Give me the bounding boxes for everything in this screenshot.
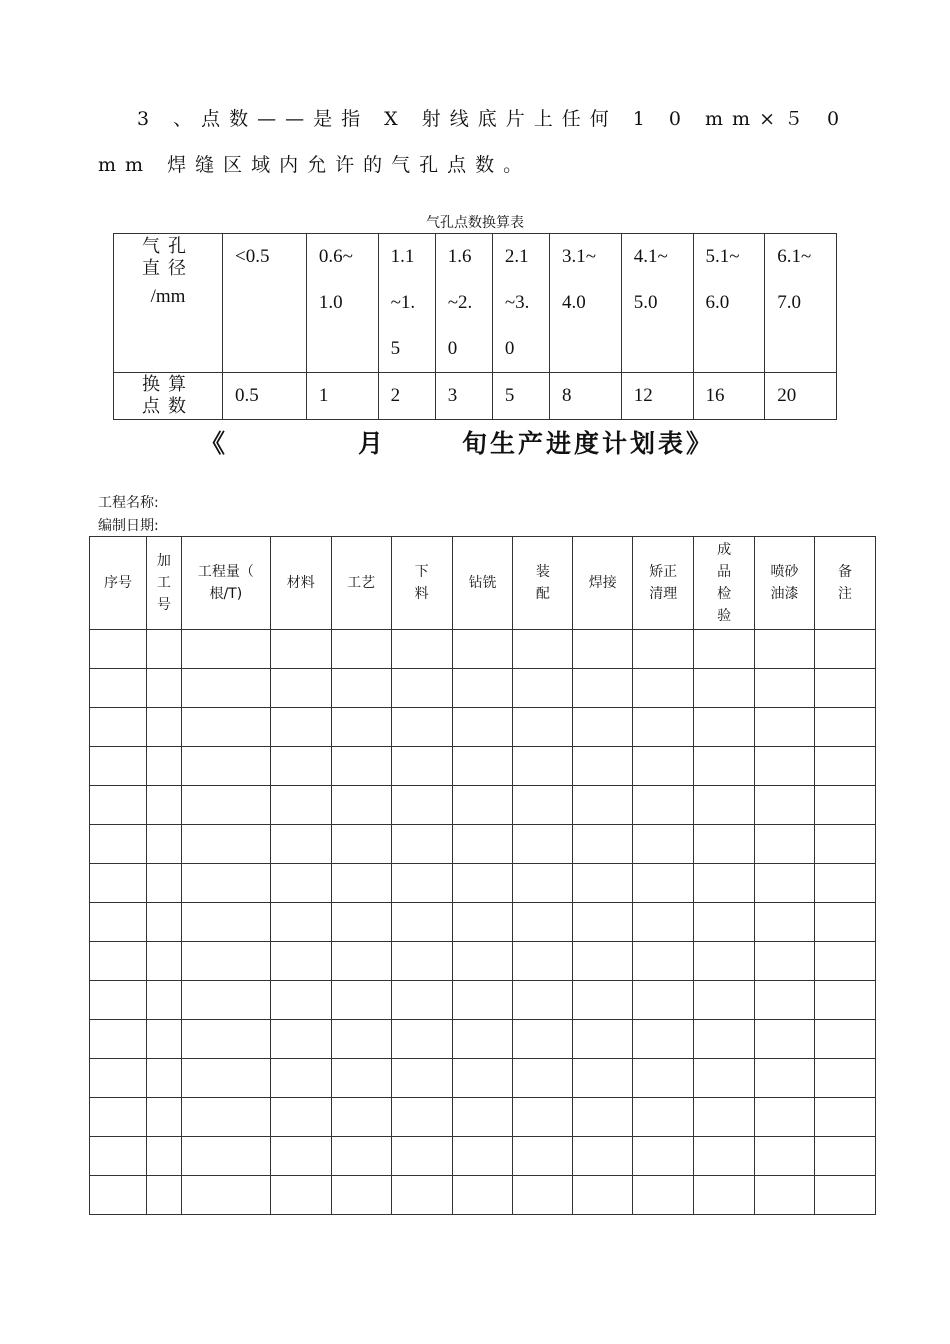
table-cell[interactable]	[270, 1059, 331, 1098]
table-cell[interactable]	[513, 825, 573, 864]
table-cell[interactable]	[633, 942, 694, 981]
table-cell[interactable]	[331, 981, 391, 1020]
plan-column-header	[391, 537, 452, 630]
table-cell[interactable]	[815, 825, 876, 864]
table-cell[interactable]	[633, 825, 694, 864]
points-cell: 3	[435, 373, 492, 420]
table-cell[interactable]	[513, 669, 573, 708]
table-row	[90, 942, 876, 981]
table-cell[interactable]	[452, 981, 513, 1020]
table-cell[interactable]	[146, 1176, 181, 1215]
table-cell[interactable]	[694, 1176, 755, 1215]
plan-column-header	[452, 537, 513, 630]
table-cell[interactable]	[573, 1098, 633, 1137]
table-cell[interactable]	[815, 1059, 876, 1098]
table-row	[90, 903, 876, 942]
table-cell[interactable]	[452, 786, 513, 825]
plan-column-header	[331, 537, 391, 630]
plan-column-header	[755, 537, 815, 630]
table-cell[interactable]	[270, 864, 331, 903]
table-cell[interactable]	[146, 630, 181, 669]
table-cell[interactable]	[146, 981, 181, 1020]
table-cell[interactable]	[181, 669, 270, 708]
diameter-unit: /mm	[150, 286, 186, 307]
table-cell[interactable]	[452, 942, 513, 981]
table-cell[interactable]	[755, 630, 815, 669]
table-cell[interactable]	[181, 747, 270, 786]
conversion-table-caption: 气孔点数换算表	[426, 215, 524, 231]
table-cell[interactable]	[181, 1176, 270, 1215]
plan-column-header	[633, 537, 694, 630]
table-cell[interactable]	[815, 747, 876, 786]
plan-column-header	[146, 537, 181, 630]
table-cell[interactable]	[181, 1059, 270, 1098]
diameter-cell	[693, 234, 765, 373]
table-cell[interactable]	[181, 630, 270, 669]
table-cell[interactable]	[755, 786, 815, 825]
table-cell[interactable]	[755, 903, 815, 942]
conversion-table	[113, 233, 837, 420]
plan-column-header	[270, 537, 331, 630]
table-cell[interactable]	[90, 786, 147, 825]
table-cell[interactable]	[755, 981, 815, 1020]
table-cell[interactable]	[331, 630, 391, 669]
plan-column-label: 工艺	[347, 575, 376, 591]
table-cell[interactable]	[391, 747, 452, 786]
table-cell[interactable]	[391, 825, 452, 864]
table-cell[interactable]	[633, 903, 694, 942]
table-cell[interactable]	[755, 669, 815, 708]
table-cell[interactable]	[815, 981, 876, 1020]
diameter-value: 5.1~6.0	[705, 246, 740, 313]
table-cell[interactable]	[331, 1020, 391, 1059]
table-cell[interactable]	[755, 942, 815, 981]
table-cell[interactable]	[270, 786, 331, 825]
points-cell: 20	[765, 373, 837, 420]
table-cell[interactable]	[815, 864, 876, 903]
table-cell[interactable]	[90, 708, 147, 747]
table-cell[interactable]	[181, 786, 270, 825]
table-cell[interactable]	[391, 1137, 452, 1176]
points-row	[114, 373, 837, 420]
plan-header-row	[90, 537, 876, 630]
table-cell[interactable]	[573, 747, 633, 786]
diameter-value: 3.1~4.0	[562, 246, 597, 313]
table-cell[interactable]	[633, 1176, 694, 1215]
diameter-value: 1.1~1.5	[390, 246, 416, 359]
table-cell[interactable]	[331, 1098, 391, 1137]
table-cell[interactable]	[146, 825, 181, 864]
table-cell[interactable]	[573, 630, 633, 669]
table-cell[interactable]	[270, 708, 331, 747]
table-cell[interactable]	[513, 1176, 573, 1215]
diameter-header	[114, 234, 223, 373]
points-cell: 16	[693, 373, 765, 420]
diameter-value: <0.5	[235, 246, 270, 267]
table-cell[interactable]	[90, 1059, 147, 1098]
table-cell[interactable]	[331, 942, 391, 981]
table-cell[interactable]	[573, 1137, 633, 1176]
table-cell[interactable]	[181, 708, 270, 747]
paragraph-line-1: 3 、点数——是指 X 射线底片上任何 1 0 mm×５ 0	[137, 108, 849, 130]
diameter-value: 6.1~7.0	[777, 246, 812, 313]
table-cell[interactable]	[146, 903, 181, 942]
table-cell[interactable]	[755, 1020, 815, 1059]
table-cell[interactable]	[815, 1098, 876, 1137]
table-cell[interactable]	[452, 1176, 513, 1215]
table-cell[interactable]	[633, 1137, 694, 1176]
table-cell[interactable]	[270, 1176, 331, 1215]
plan-column-header	[815, 537, 876, 630]
plan-column-label: 备注	[838, 564, 852, 602]
table-cell[interactable]	[270, 669, 331, 708]
diameter-cell	[435, 234, 492, 373]
plan-column-label: 材料	[286, 575, 315, 591]
table-cell[interactable]	[452, 825, 513, 864]
diameter-cell	[765, 234, 837, 373]
plan-table	[89, 536, 876, 1215]
table-cell[interactable]	[90, 669, 147, 708]
table-cell[interactable]	[146, 786, 181, 825]
table-cell[interactable]	[270, 903, 331, 942]
diameter-cell	[223, 234, 307, 373]
table-row	[90, 669, 876, 708]
table-cell[interactable]	[573, 1176, 633, 1215]
diameter-value: 4.1~5.0	[633, 246, 668, 313]
plan-column-label: 成品检验	[717, 542, 732, 624]
table-cell[interactable]	[331, 708, 391, 747]
table-cell[interactable]	[452, 903, 513, 942]
plan-column-header	[181, 537, 270, 630]
table-cell[interactable]	[331, 747, 391, 786]
table-cell[interactable]	[694, 903, 755, 942]
table-cell[interactable]	[815, 630, 876, 669]
table-cell[interactable]	[452, 669, 513, 708]
plan-title-month: 月	[358, 429, 387, 458]
table-row	[90, 786, 876, 825]
table-cell[interactable]	[633, 708, 694, 747]
plan-column-label: 加工号	[156, 553, 171, 613]
table-cell[interactable]	[146, 864, 181, 903]
plan-column-label: 焊接	[588, 575, 617, 591]
table-cell[interactable]	[513, 630, 573, 669]
table-cell[interactable]	[331, 1059, 391, 1098]
table-cell[interactable]	[391, 1059, 452, 1098]
table-cell[interactable]	[573, 1059, 633, 1098]
table-cell[interactable]	[694, 1020, 755, 1059]
table-cell[interactable]	[331, 864, 391, 903]
table-cell[interactable]	[270, 630, 331, 669]
table-cell[interactable]	[694, 981, 755, 1020]
table-cell[interactable]	[694, 669, 755, 708]
compile-date-label: 编制日期:	[98, 518, 159, 534]
table-cell[interactable]	[694, 630, 755, 669]
points-cell: 12	[621, 373, 693, 420]
table-cell[interactable]	[90, 864, 147, 903]
table-cell[interactable]	[181, 825, 270, 864]
table-cell[interactable]	[331, 1137, 391, 1176]
table-cell[interactable]	[815, 786, 876, 825]
diameter-cell	[306, 234, 378, 373]
table-cell[interactable]	[815, 669, 876, 708]
table-cell[interactable]	[391, 942, 452, 981]
table-cell[interactable]	[146, 669, 181, 708]
table-cell[interactable]	[815, 1176, 876, 1215]
table-cell[interactable]	[452, 630, 513, 669]
table-cell[interactable]	[573, 864, 633, 903]
table-cell[interactable]	[633, 630, 694, 669]
table-cell[interactable]	[90, 825, 147, 864]
table-cell[interactable]	[694, 708, 755, 747]
diameter-value: 1.6~2.0	[447, 246, 473, 359]
table-cell[interactable]	[181, 864, 270, 903]
table-cell[interactable]	[181, 942, 270, 981]
table-cell[interactable]	[573, 981, 633, 1020]
table-row	[90, 1137, 876, 1176]
table-cell[interactable]	[90, 1137, 147, 1176]
plan-column-header	[573, 537, 633, 630]
table-cell[interactable]	[815, 942, 876, 981]
table-row	[90, 864, 876, 903]
plan-column-label: 钻铣	[468, 575, 497, 591]
table-cell[interactable]	[270, 1020, 331, 1059]
table-cell[interactable]	[633, 786, 694, 825]
table-cell[interactable]	[633, 669, 694, 708]
table-row	[90, 747, 876, 786]
plan-column-label: 装配	[535, 564, 550, 602]
table-cell[interactable]	[694, 864, 755, 903]
plan-title-rest: 旬生产进度计划表》	[462, 429, 715, 458]
table-cell[interactable]	[452, 747, 513, 786]
table-cell[interactable]	[513, 864, 573, 903]
table-cell[interactable]	[452, 864, 513, 903]
table-cell[interactable]	[755, 747, 815, 786]
table-cell[interactable]	[146, 708, 181, 747]
table-cell[interactable]	[270, 942, 331, 981]
points-cell: 2	[378, 373, 435, 420]
table-row	[90, 1059, 876, 1098]
table-cell[interactable]	[270, 1098, 331, 1137]
table-cell[interactable]	[391, 1020, 452, 1059]
table-cell[interactable]	[181, 1020, 270, 1059]
table-cell[interactable]	[331, 825, 391, 864]
table-cell[interactable]	[90, 1176, 147, 1215]
table-cell[interactable]	[513, 1137, 573, 1176]
table-cell[interactable]	[452, 1137, 513, 1176]
table-cell[interactable]	[90, 630, 147, 669]
table-cell[interactable]	[633, 1059, 694, 1098]
diameter-cell	[378, 234, 435, 373]
table-cell[interactable]	[694, 786, 755, 825]
diameter-cell	[621, 234, 693, 373]
table-cell[interactable]	[513, 942, 573, 981]
table-cell[interactable]	[391, 903, 452, 942]
plan-column-label: 序号	[103, 575, 132, 591]
diameter-cell	[550, 234, 622, 373]
table-cell[interactable]	[694, 1137, 755, 1176]
table-cell[interactable]	[633, 864, 694, 903]
plan-title-open: 《	[200, 429, 229, 458]
table-row	[90, 1176, 876, 1215]
points-header	[114, 373, 223, 420]
table-cell[interactable]	[331, 669, 391, 708]
table-row	[90, 708, 876, 747]
points-cell: 5	[492, 373, 549, 420]
table-cell[interactable]	[573, 942, 633, 981]
table-cell[interactable]	[90, 1020, 147, 1059]
table-cell[interactable]	[815, 708, 876, 747]
table-cell[interactable]	[452, 1098, 513, 1137]
table-cell[interactable]	[513, 1020, 573, 1059]
table-cell[interactable]	[452, 1020, 513, 1059]
table-cell[interactable]	[391, 981, 452, 1020]
table-cell[interactable]	[573, 1020, 633, 1059]
plan-body	[90, 630, 876, 1215]
table-cell[interactable]	[633, 747, 694, 786]
table-cell[interactable]	[90, 903, 147, 942]
table-cell[interactable]	[755, 1059, 815, 1098]
table-cell[interactable]	[513, 903, 573, 942]
plan-column-header	[513, 537, 573, 630]
table-cell[interactable]	[391, 786, 452, 825]
table-cell[interactable]	[694, 825, 755, 864]
table-cell[interactable]	[181, 981, 270, 1020]
table-cell[interactable]	[755, 1137, 815, 1176]
points-header-label: 换算点数	[142, 374, 194, 417]
plan-column-label: 喷砂油漆	[770, 564, 799, 602]
table-cell[interactable]	[633, 1020, 694, 1059]
table-cell[interactable]	[755, 864, 815, 903]
table-cell[interactable]	[391, 630, 452, 669]
diameter-row	[114, 234, 837, 373]
table-cell[interactable]	[573, 708, 633, 747]
table-cell[interactable]	[694, 747, 755, 786]
table-cell[interactable]	[513, 786, 573, 825]
table-row	[90, 981, 876, 1020]
table-cell[interactable]	[90, 942, 147, 981]
table-cell[interactable]	[573, 786, 633, 825]
table-cell[interactable]	[270, 825, 331, 864]
table-row	[90, 1098, 876, 1137]
plan-column-label: 工程量（ 根/T)	[197, 564, 254, 602]
table-cell[interactable]	[513, 981, 573, 1020]
table-cell[interactable]	[694, 942, 755, 981]
table-cell[interactable]	[270, 747, 331, 786]
table-cell[interactable]	[391, 1176, 452, 1215]
table-cell[interactable]	[331, 786, 391, 825]
diameter-value: 2.1~3.0	[504, 246, 530, 359]
table-row	[90, 825, 876, 864]
table-cell[interactable]	[90, 981, 147, 1020]
table-cell[interactable]	[755, 1176, 815, 1215]
table-cell[interactable]	[755, 1098, 815, 1137]
table-cell[interactable]	[181, 1098, 270, 1137]
table-cell[interactable]	[146, 1098, 181, 1137]
table-cell[interactable]	[513, 708, 573, 747]
points-cell: 0.5	[223, 373, 307, 420]
table-cell[interactable]	[181, 903, 270, 942]
table-cell[interactable]	[270, 981, 331, 1020]
table-cell[interactable]	[694, 1059, 755, 1098]
table-cell[interactable]	[146, 1137, 181, 1176]
table-cell[interactable]	[270, 1137, 331, 1176]
points-cell: 1	[306, 373, 378, 420]
plan-column-header	[694, 537, 755, 630]
table-cell[interactable]	[391, 708, 452, 747]
paragraph-line-2: mm 焊缝区域内允许的气孔点数。	[98, 154, 532, 176]
plan-title	[200, 424, 760, 464]
plan-column-header	[90, 537, 147, 630]
table-row	[90, 1020, 876, 1059]
table-cell[interactable]	[331, 1176, 391, 1215]
table-cell[interactable]	[452, 1059, 513, 1098]
table-cell[interactable]	[633, 981, 694, 1020]
plan-column-label: 下料	[414, 564, 429, 602]
table-cell[interactable]	[755, 825, 815, 864]
table-cell[interactable]	[513, 747, 573, 786]
table-row	[90, 630, 876, 669]
table-cell[interactable]	[391, 669, 452, 708]
table-cell[interactable]	[815, 903, 876, 942]
table-cell[interactable]	[90, 1098, 147, 1137]
table-cell[interactable]	[573, 825, 633, 864]
table-cell[interactable]	[513, 1059, 573, 1098]
table-cell[interactable]	[513, 1098, 573, 1137]
table-cell[interactable]	[452, 708, 513, 747]
table-cell[interactable]	[90, 747, 147, 786]
table-cell[interactable]	[331, 903, 391, 942]
table-cell[interactable]	[573, 903, 633, 942]
diameter-value: 0.6~1.0	[318, 246, 353, 313]
project-name-label: 工程名称:	[98, 495, 159, 511]
diameter-cell	[492, 234, 549, 373]
table-cell[interactable]	[391, 864, 452, 903]
points-cell: 8	[550, 373, 622, 420]
table-cell[interactable]	[755, 708, 815, 747]
table-cell[interactable]	[573, 669, 633, 708]
table-cell[interactable]	[146, 1020, 181, 1059]
table-cell[interactable]	[146, 747, 181, 786]
table-cell[interactable]	[181, 1137, 270, 1176]
table-cell[interactable]	[146, 1059, 181, 1098]
table-cell[interactable]	[391, 1098, 452, 1137]
plan-column-label: 矫正清理	[649, 564, 678, 602]
diameter-header-label: 气孔直径	[142, 236, 194, 279]
table-cell[interactable]	[694, 1098, 755, 1137]
table-cell[interactable]	[146, 942, 181, 981]
table-cell[interactable]	[815, 1020, 876, 1059]
table-cell[interactable]	[815, 1137, 876, 1176]
table-cell[interactable]	[633, 1098, 694, 1137]
